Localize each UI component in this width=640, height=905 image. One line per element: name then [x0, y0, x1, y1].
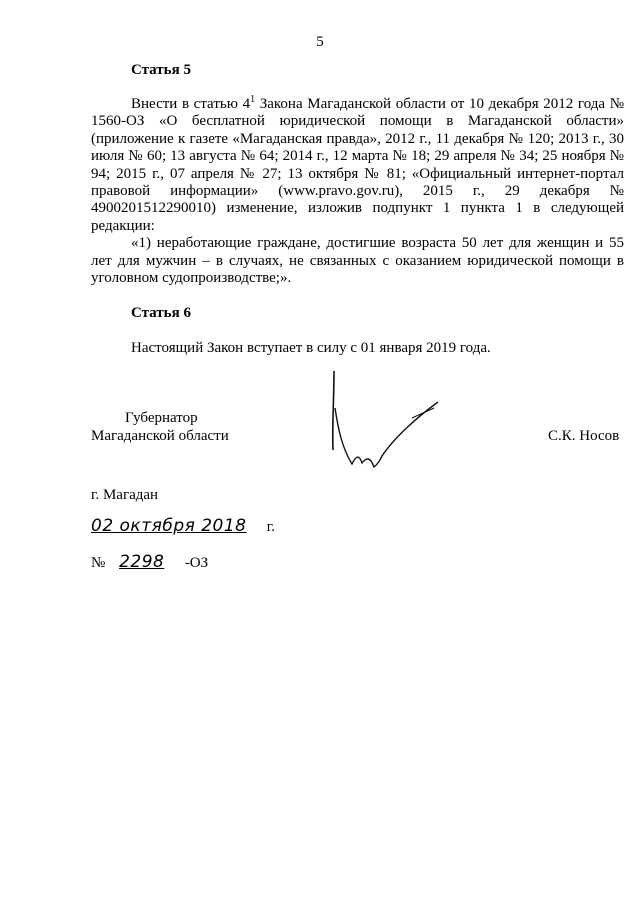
- governor-region: Магаданской области: [91, 428, 229, 444]
- page-number: 5: [316, 34, 324, 50]
- governor-title: Губернатор: [125, 410, 198, 426]
- date-suffix: г.: [266, 519, 275, 535]
- signing-date: [91, 516, 275, 536]
- handwritten-date: 02 октября 2018: [91, 516, 247, 536]
- handwritten-signature: [316, 368, 446, 478]
- article-5-paragraph-2: «1) неработающие граждане, достигшие возраста 50 лет для женщин и 55 лет для мужчин – в случаях, не связанных с оказанием юридической помощи в уголовном судопроизводстве;».: [91, 235, 624, 287]
- article-6-body: [91, 340, 624, 357]
- law-number: [91, 552, 208, 572]
- article-6-heading: Статья 6: [131, 305, 191, 321]
- article-6-paragraph: Настоящий Закон вступает в силу с 01 января 2019 года.: [131, 340, 491, 356]
- handwritten-number: 2298: [119, 552, 165, 572]
- article-5-paragraph-1: Внести в статью $4^1$ Закона Магаданской области от 10 декабря 2012 года № 1560-ОЗ «О бесплатной юридической помощи в Магаданской области» (приложение к газете «Магаданская правда», 2012 г., 11 декабря № 120; 2013 г., 30 июля № 60; 13 августа № 64; 2014 г., 12 марта № 18; 29 апреля № 34; 25 ноября № 94; 2015 г., 07 апреля № 27; 13 октября № 81; «Официальный интернет-портал правовой информации» (www.pravo.gov.ru), 2015 г., 29 декабря № 4900201512290010) изменение, изложив подпункт 1 пункта 1 в следующей редакции:: [91, 94, 625, 234]
- governor-name: С.К. Носов: [548, 428, 620, 444]
- number-suffix: -ОЗ: [184, 555, 209, 571]
- city: г. Магадан: [91, 487, 159, 503]
- article-5-heading: Статья 5: [131, 62, 191, 78]
- superscript: 1: [250, 94, 256, 105]
- number-prefix: №: [91, 555, 106, 571]
- article-5-body: [91, 96, 624, 287]
